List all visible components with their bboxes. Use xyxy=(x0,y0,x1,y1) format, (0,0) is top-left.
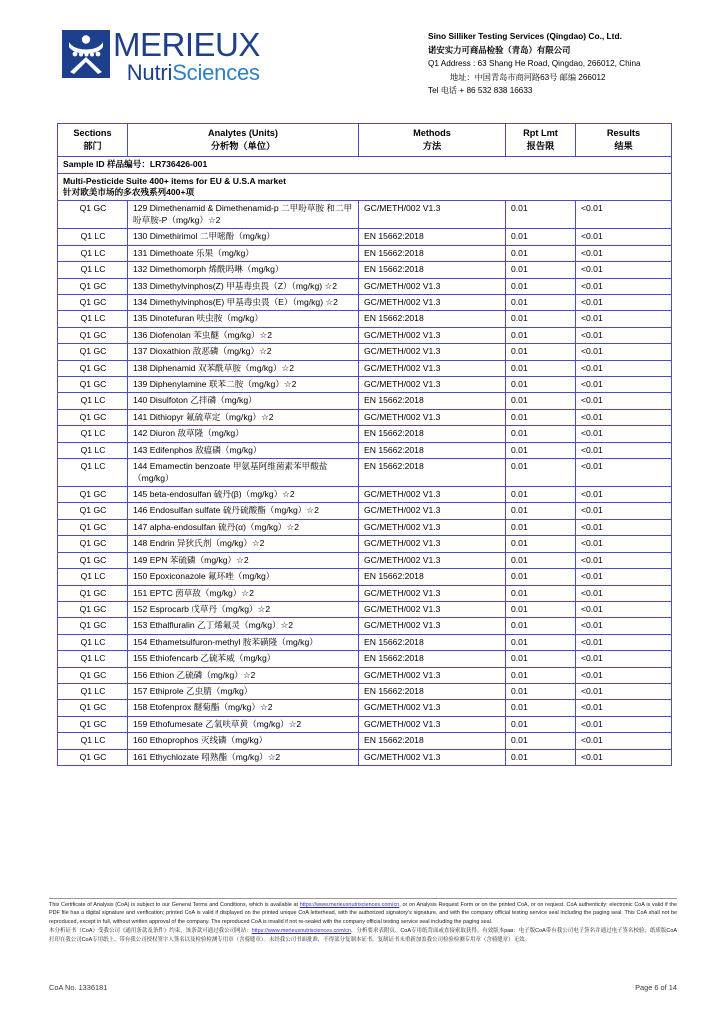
table-row xyxy=(58,536,672,552)
cell-rpt-lmt: 0.01 xyxy=(506,634,576,650)
cell-section: Q1 GC xyxy=(58,667,128,683)
cell-rpt-lmt: 0.01 xyxy=(506,245,576,261)
cell-result: <0.01 xyxy=(576,459,672,487)
table-row xyxy=(58,503,672,519)
cell-method: EN 15662:2018 xyxy=(359,245,506,261)
cell-method: GC/METH/002 V1.3 xyxy=(359,618,506,634)
cell-rpt-lmt: 0.01 xyxy=(506,503,576,519)
cell-rpt-lmt: 0.01 xyxy=(506,344,576,360)
cell-rpt-lmt: 0.01 xyxy=(506,201,576,229)
cell-method: EN 15662:2018 xyxy=(359,459,506,487)
cell-method: EN 15662:2018 xyxy=(359,393,506,409)
col-header-methods xyxy=(359,124,506,157)
cell-analyte: 136 Diofenolan 苯虫醚（mg/kg）☆2 xyxy=(128,327,359,343)
cell-result: <0.01 xyxy=(576,684,672,700)
cell-method: GC/METH/002 V1.3 xyxy=(359,201,506,229)
cell-result: <0.01 xyxy=(576,552,672,568)
suite-title-row xyxy=(58,173,672,201)
logo-brand-primary: MERIEUX xyxy=(113,26,260,63)
cell-rpt-lmt: 0.01 xyxy=(506,229,576,245)
cell-result: <0.01 xyxy=(576,667,672,683)
cell-method: GC/METH/002 V1.3 xyxy=(359,294,506,310)
cell-method: GC/METH/002 V1.3 xyxy=(359,601,506,617)
cell-section: Q1 LC xyxy=(58,634,128,650)
cell-section: Q1 LC xyxy=(58,393,128,409)
table-row xyxy=(58,377,672,393)
footer-terms-cn-part2: ，分析要求表附页、CoA专用纸背面或直接索取获得。有效版本рав：电子版CoA带有我公司电子签名并通过电子签名校验；纸质版CoA打印在我公司CoA专用纸上、带有我公司授权签字人签名以及检验检测专用章（含骑缝章）。未经我公司书面批准，不得部分复制本证书。复制证书未重新加盖我公司检验检测专用章（含骑缝章）无效。 xyxy=(49,928,677,943)
footer-bottom-bar xyxy=(49,983,677,992)
page-number: Page 6 of 14 xyxy=(635,983,677,992)
footer-terms-en-part1: This Certificate of Analysis (CoA) is subject to our General Terms and Conditions, which is available at xyxy=(49,902,300,908)
cell-result: <0.01 xyxy=(576,749,672,765)
cell-method: EN 15662:2018 xyxy=(359,426,506,442)
cell-result: <0.01 xyxy=(576,442,672,458)
cell-result: <0.01 xyxy=(576,733,672,749)
cell-section: Q1 GC xyxy=(58,344,128,360)
table-row xyxy=(58,519,672,535)
table-row xyxy=(58,262,672,278)
cell-rpt-lmt: 0.01 xyxy=(506,442,576,458)
cell-method: GC/METH/002 V1.3 xyxy=(359,536,506,552)
cell-result: <0.01 xyxy=(576,585,672,601)
cell-section: Q1 GC xyxy=(58,618,128,634)
cell-analyte: 157 Ethiprole 乙虫腈（mg/kg） xyxy=(128,684,359,700)
cell-method: GC/METH/002 V1.3 xyxy=(359,377,506,393)
cell-analyte: 135 Dinotefuran 呋虫胺（mg/kg） xyxy=(128,311,359,327)
table-body xyxy=(58,157,672,766)
cell-method: EN 15662:2018 xyxy=(359,229,506,245)
table-row xyxy=(58,486,672,502)
cell-rpt-lmt: 0.01 xyxy=(506,327,576,343)
table-row xyxy=(58,344,672,360)
company-logo xyxy=(62,28,260,84)
col-header-sections xyxy=(58,124,128,157)
cell-rpt-lmt: 0.01 xyxy=(506,569,576,585)
cell-section: Q1 LC xyxy=(58,311,128,327)
cell-rpt-lmt: 0.01 xyxy=(506,311,576,327)
cell-method: GC/METH/002 V1.3 xyxy=(359,749,506,765)
table-row xyxy=(58,618,672,634)
cell-rpt-lmt: 0.01 xyxy=(506,426,576,442)
footer-terms-cn xyxy=(49,927,677,944)
cell-section: Q1 GC xyxy=(58,601,128,617)
cell-result: <0.01 xyxy=(576,503,672,519)
cell-section: Q1 LC xyxy=(58,229,128,245)
cell-rpt-lmt: 0.01 xyxy=(506,700,576,716)
table-row xyxy=(58,327,672,343)
table-row xyxy=(58,569,672,585)
cell-result: <0.01 xyxy=(576,393,672,409)
col-header-methods-en: Methods xyxy=(413,128,451,138)
cell-result: <0.01 xyxy=(576,486,672,502)
cell-method: GC/METH/002 V1.3 xyxy=(359,700,506,716)
table-row xyxy=(58,201,672,229)
table-row xyxy=(58,459,672,487)
cell-result: <0.01 xyxy=(576,311,672,327)
suite-title-en: Multi-Pesticide Suite 400+ items for EU & U.S.A market xyxy=(63,175,286,186)
col-header-results-en: Results xyxy=(606,128,641,138)
merieux-figure-logo-icon xyxy=(62,30,110,78)
cell-rpt-lmt: 0.01 xyxy=(506,733,576,749)
table-row xyxy=(58,278,672,294)
cell-result: <0.01 xyxy=(576,536,672,552)
table-row xyxy=(58,426,672,442)
cell-analyte: 151 EPTC 茵草敌（mg/kg）☆2 xyxy=(128,585,359,601)
cell-method: GC/METH/002 V1.3 xyxy=(359,552,506,568)
cell-result: <0.01 xyxy=(576,229,672,245)
sample-id-label: Sample ID 样品编号：LR736426-001 xyxy=(58,157,672,173)
cell-section: Q1 GC xyxy=(58,536,128,552)
table-row xyxy=(58,749,672,765)
cell-method: GC/METH/002 V1.3 xyxy=(359,667,506,683)
cell-section: Q1 GC xyxy=(58,503,128,519)
table-row xyxy=(58,409,672,425)
table-row xyxy=(58,311,672,327)
footer-terms-link-cn[interactable]: https://www.merieuxnutrisciences.com/cn xyxy=(251,928,351,935)
cell-analyte: 132 Dimethomorph 烯酰吗啉（mg/kg） xyxy=(128,262,359,278)
cell-result: <0.01 xyxy=(576,201,672,229)
cell-analyte: 155 Ethiofencarb 乙硫苯威（mg/kg） xyxy=(128,651,359,667)
cell-analyte: 137 Dioxathion 敌恶磷（mg/kg）☆2 xyxy=(128,344,359,360)
cell-method: GC/METH/002 V1.3 xyxy=(359,486,506,502)
cell-rpt-lmt: 0.01 xyxy=(506,262,576,278)
cell-analyte: 144 Emamectin benzoate 甲氨基阿维菌素苯甲酸盐（mg/kg） xyxy=(128,459,359,487)
suite-title-cn: 针对欧美市场的多农残系列400+项 xyxy=(63,186,195,197)
table-row xyxy=(58,442,672,458)
table-row xyxy=(58,634,672,650)
footer-terms-en xyxy=(49,901,677,926)
cell-analyte: 145 beta-endosulfan 硫丹(β)（mg/kg）☆2 xyxy=(128,486,359,502)
cell-section: Q1 GC xyxy=(58,294,128,310)
cell-analyte: 141 Dithiopyr 氟硫草定（mg/kg）☆2 xyxy=(128,409,359,425)
cell-method: GC/METH/002 V1.3 xyxy=(359,409,506,425)
cell-method: GC/METH/002 V1.3 xyxy=(359,519,506,535)
cell-result: <0.01 xyxy=(576,569,672,585)
cell-method: EN 15662:2018 xyxy=(359,569,506,585)
table-row xyxy=(58,716,672,732)
cell-analyte: 160 Ethoprophos 灭线磷（mg/kg） xyxy=(128,733,359,749)
cell-analyte: 143 Edifenphos 敌瘟磷（mg/kg） xyxy=(128,442,359,458)
cell-analyte: 139 Diphenylamine 联苯二胺（mg/kg）☆2 xyxy=(128,377,359,393)
col-header-methods-cn: 方法 xyxy=(422,141,442,152)
col-header-analytes-en: Analytes (Units) xyxy=(208,128,278,138)
cell-method: EN 15662:2018 xyxy=(359,684,506,700)
table-row xyxy=(58,684,672,700)
cell-section: Q1 GC xyxy=(58,201,128,229)
cell-method: GC/METH/002 V1.3 xyxy=(359,585,506,601)
cell-result: <0.01 xyxy=(576,519,672,535)
cell-result: <0.01 xyxy=(576,716,672,732)
results-table xyxy=(57,123,672,766)
cell-rpt-lmt: 0.01 xyxy=(506,519,576,535)
cell-method: EN 15662:2018 xyxy=(359,442,506,458)
cell-rpt-lmt: 0.01 xyxy=(506,360,576,376)
cell-result: <0.01 xyxy=(576,634,672,650)
company-address-en: Q1 Address : 63 Shang He Road, Qingdao, 266012, China xyxy=(428,59,641,69)
cell-result: <0.01 xyxy=(576,618,672,634)
cell-analyte: 153 Ethalfluralin 乙丁烯氟灵（mg/kg）☆2 xyxy=(128,618,359,634)
footer-terms-en-part2: , or on Analysis Request Form or on the printed CoA, or on request. CoA authenticity: electronic CoA is valid if the PDF file has a digital signature and verification; printed CoA is valid if displayed on the printed unique CoA letterhead, with the authorized signatory's signature, and with the company official testing service seal including the paging seal. This CoA shall not be reproduced, except in full, without written approval of the company. The reproduced CoA is invalid if not re-sealed with the company official testing service seal including the paging seal. xyxy=(49,902,677,925)
cell-section: Q1 GC xyxy=(58,377,128,393)
cell-analyte: 146 Endosulfan sulfate 硫丹硫酸酯（mg/kg）☆2 xyxy=(128,503,359,519)
company-info xyxy=(428,30,641,97)
table-row xyxy=(58,601,672,617)
cell-method: GC/METH/002 V1.3 xyxy=(359,360,506,376)
cell-section: Q1 GC xyxy=(58,486,128,502)
cell-method: GC/METH/002 V1.3 xyxy=(359,503,506,519)
table-row xyxy=(58,585,672,601)
table-header-row xyxy=(58,124,672,157)
page-footer xyxy=(49,898,677,944)
cell-analyte: 140 Disulfoton 乙拌磷（mg/kg） xyxy=(128,393,359,409)
cell-method: EN 15662:2018 xyxy=(359,311,506,327)
table-row xyxy=(58,552,672,568)
col-header-rpt-lmt-en: Rpt Lmt xyxy=(523,128,558,138)
cell-result: <0.01 xyxy=(576,360,672,376)
company-tel: Tel 电话 + 86 532 838 16633 xyxy=(428,85,533,95)
cell-section: Q1 GC xyxy=(58,585,128,601)
cell-rpt-lmt: 0.01 xyxy=(506,409,576,425)
cell-section: Q1 GC xyxy=(58,552,128,568)
cell-section: Q1 LC xyxy=(58,569,128,585)
cell-rpt-lmt: 0.01 xyxy=(506,552,576,568)
cell-method: GC/METH/002 V1.3 xyxy=(359,716,506,732)
cell-rpt-lmt: 0.01 xyxy=(506,651,576,667)
coa-number: CoA No. 1336181 xyxy=(49,983,108,992)
cell-rpt-lmt: 0.01 xyxy=(506,294,576,310)
table-row xyxy=(58,229,672,245)
sample-id-row xyxy=(58,157,672,173)
table-row xyxy=(58,667,672,683)
col-header-sections-cn: 部门 xyxy=(83,141,102,152)
cell-result: <0.01 xyxy=(576,294,672,310)
cell-analyte: 148 Endrin 异狄氏剂（mg/kg）☆2 xyxy=(128,536,359,552)
cell-method: EN 15662:2018 xyxy=(359,651,506,667)
table-row xyxy=(58,700,672,716)
cell-section: Q1 GC xyxy=(58,360,128,376)
cell-section: Q1 GC xyxy=(58,700,128,716)
cell-rpt-lmt: 0.01 xyxy=(506,749,576,765)
cell-result: <0.01 xyxy=(576,245,672,261)
page-header xyxy=(0,0,724,112)
cell-section: Q1 GC xyxy=(58,409,128,425)
cell-result: <0.01 xyxy=(576,409,672,425)
col-header-analytes-cn: 分析物（单位） xyxy=(210,141,276,152)
cell-analyte: 159 Ethofumesate 乙氧呋草黄（mg/kg）☆2 xyxy=(128,716,359,732)
col-header-rpt-lmt xyxy=(506,124,576,157)
cell-section: Q1 LC xyxy=(58,426,128,442)
cell-section: Q1 GC xyxy=(58,749,128,765)
cell-section: Q1 LC xyxy=(58,262,128,278)
cell-rpt-lmt: 0.01 xyxy=(506,716,576,732)
table-row xyxy=(58,393,672,409)
cell-result: <0.01 xyxy=(576,327,672,343)
cell-analyte: 158 Etofenprox 醚菊酯（mg/kg）☆2 xyxy=(128,700,359,716)
cell-rpt-lmt: 0.01 xyxy=(506,486,576,502)
cell-method: GC/METH/002 V1.3 xyxy=(359,344,506,360)
col-header-sections-en: Sections xyxy=(73,128,112,138)
cell-section: Q1 GC xyxy=(58,278,128,294)
cell-analyte: 150 Epoxiconazole 氟环唑（mg/kg） xyxy=(128,569,359,585)
col-header-rpt-lmt-cn: 报告限 xyxy=(526,141,555,152)
table-row xyxy=(58,651,672,667)
cell-result: <0.01 xyxy=(576,344,672,360)
cell-analyte: 131 Dimethoate 乐果（mg/kg） xyxy=(128,245,359,261)
table-header xyxy=(58,124,672,157)
cell-analyte: 133 Dimethylvinphos(Z) 甲基毒虫畏（Z）（mg/kg) ☆2 xyxy=(128,278,359,294)
footer-divider xyxy=(49,898,677,899)
cell-analyte: 134 Dimethylvinphos(E) 甲基毒虫畏（E）（mg/kg) ☆2 xyxy=(128,294,359,310)
cell-result: <0.01 xyxy=(576,601,672,617)
table-row xyxy=(58,245,672,261)
cell-rpt-lmt: 0.01 xyxy=(506,278,576,294)
col-header-analytes xyxy=(128,124,359,157)
cell-method: GC/METH/002 V1.3 xyxy=(359,278,506,294)
cell-result: <0.01 xyxy=(576,651,672,667)
cell-analyte: 152 Esprocarb 戊草丹（mg/kg）☆2 xyxy=(128,601,359,617)
suite-title-cell xyxy=(58,173,672,201)
cell-result: <0.01 xyxy=(576,278,672,294)
footer-terms-cn-part1: 本分析证书（CoA）受我公司《通用条款及条件》约束，该条款可通过我公司网站： xyxy=(49,928,252,935)
cell-analyte: 130 Dimethirimol 二甲嘧酚（mg/kg） xyxy=(128,229,359,245)
cell-result: <0.01 xyxy=(576,377,672,393)
cell-section: Q1 LC xyxy=(58,245,128,261)
table-row xyxy=(58,360,672,376)
cell-rpt-lmt: 0.01 xyxy=(506,393,576,409)
cell-method: EN 15662:2018 xyxy=(359,634,506,650)
cell-method: EN 15662:2018 xyxy=(359,733,506,749)
logo-brand-secondary xyxy=(113,62,260,84)
cell-method: GC/METH/002 V1.3 xyxy=(359,327,506,343)
cell-analyte: 149 EPN 苯硫磷（mg/kg）☆2 xyxy=(128,552,359,568)
cell-section: Q1 GC xyxy=(58,519,128,535)
cell-section: Q1 LC xyxy=(58,651,128,667)
logo-brand-sciences: Sciences xyxy=(172,60,260,85)
col-header-results-cn: 结果 xyxy=(614,141,633,152)
col-header-results xyxy=(576,124,672,157)
cell-method: EN 15662:2018 xyxy=(359,262,506,278)
cell-section: Q1 LC xyxy=(58,733,128,749)
cell-rpt-lmt: 0.01 xyxy=(506,684,576,700)
cell-rpt-lmt: 0.01 xyxy=(506,459,576,487)
cell-section: Q1 LC xyxy=(58,684,128,700)
cell-rpt-lmt: 0.01 xyxy=(506,585,576,601)
cell-analyte: 161 Ethychlozate 吲熟酯（mg/kg）☆2 xyxy=(128,749,359,765)
cell-analyte: 154 Ethametsulfuron-methyl 胺苯磺隆（mg/kg） xyxy=(128,634,359,650)
cell-section: Q1 LC xyxy=(58,459,128,487)
cell-analyte: 142 Diuron 敌草隆（mg/kg） xyxy=(128,426,359,442)
results-table-container xyxy=(57,123,671,766)
cell-rpt-lmt: 0.01 xyxy=(506,536,576,552)
cell-analyte: 147 alpha-endosulfan 硫丹(α)（mg/kg）☆2 xyxy=(128,519,359,535)
cell-section: Q1 LC xyxy=(58,442,128,458)
cell-section: Q1 GC xyxy=(58,327,128,343)
company-name-cn: 诺安实力可商品检验（青岛）有限公司 xyxy=(428,44,571,55)
cell-rpt-lmt: 0.01 xyxy=(506,377,576,393)
cell-analyte: 138 Diphenamid 双苯酰草胺（mg/kg）☆2 xyxy=(128,360,359,376)
cell-analyte: 156 Ethion 乙硫磷（mg/kg）☆2 xyxy=(128,667,359,683)
cell-rpt-lmt: 0.01 xyxy=(506,667,576,683)
cell-result: <0.01 xyxy=(576,426,672,442)
table-row xyxy=(58,294,672,310)
cell-section: Q1 GC xyxy=(58,716,128,732)
cell-rpt-lmt: 0.01 xyxy=(506,601,576,617)
company-address-cn: 地址：中国青岛市商河路63号 邮编 266012 xyxy=(450,72,606,82)
cell-result: <0.01 xyxy=(576,262,672,278)
logo-brand-nutri: Nutri xyxy=(126,60,173,85)
cell-rpt-lmt: 0.01 xyxy=(506,618,576,634)
cell-analyte: 129 Dimethenamid & Dimethenamid-p 二甲吩草胺 和二甲吩草胺-P（mg/kg）☆2 xyxy=(128,201,359,229)
table-row xyxy=(58,733,672,749)
company-name-en: Sino Silliker Testing Services (Qingdao) Co., Ltd. xyxy=(428,31,622,41)
cell-result: <0.01 xyxy=(576,700,672,716)
footer-terms-link-en[interactable]: https://www.merieuxnutrisciences.com/cn xyxy=(299,902,400,908)
